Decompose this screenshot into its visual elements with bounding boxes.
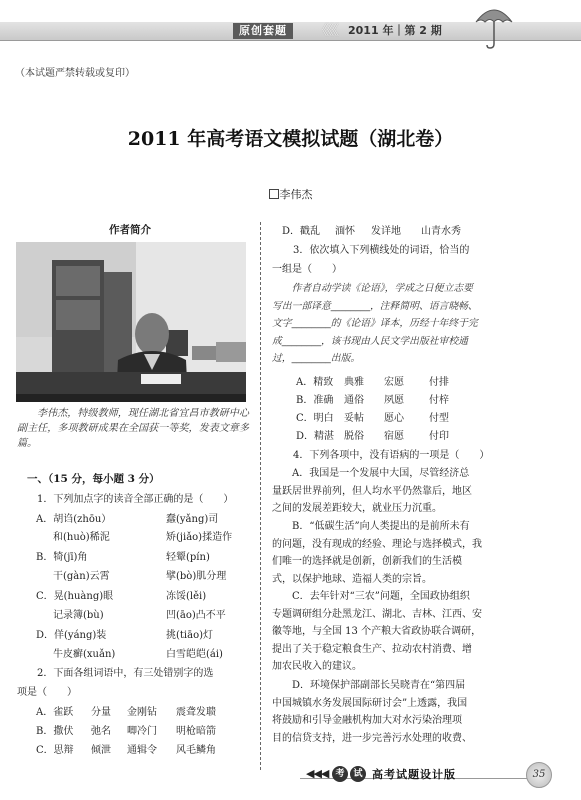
footer-badge: 试 <box>350 766 366 782</box>
q4-option-b <box>272 518 512 588</box>
question-2-stem: 2．下面各组词语中，有三处错别字的选 <box>37 668 214 679</box>
q1-option-c-4: 凹(āo)凸不平 <box>166 610 226 621</box>
page-number: 35 <box>526 762 552 788</box>
profile-heading: 作者简介 <box>109 224 151 236</box>
q1-option-d-3: 牛皮癣(xuǎn) <box>53 649 116 660</box>
q3-option-c-4: 付型 <box>429 413 449 424</box>
q3-option-b-2: 通俗 <box>344 395 364 406</box>
q4-option-d-line: 中国城镇水务发展国际研讨会”上透露，我国 <box>272 697 468 709</box>
copyright-notice: （本试题严禁转载或复印） <box>15 68 135 79</box>
q2-option-d-2: 湎怀 <box>335 226 355 237</box>
header-arrows-decor: 《《《 <box>315 23 337 39</box>
q3-option-c-1: C．明白 <box>296 413 334 424</box>
q2-option-b-1: B．撒伏 <box>36 726 74 737</box>
square-icon <box>269 189 279 199</box>
q3-option-c-3: 愿心 <box>384 413 404 424</box>
q1-option-d-1: D．佯(yáng)装 <box>36 630 107 641</box>
q4-option-c <box>272 588 512 676</box>
q3-option-d-2: 脱俗 <box>344 431 364 442</box>
section-heading: 一、（15 分，每小题 3 分） <box>27 473 160 485</box>
q4-option-b-line: B．“低碳生活”向人类提出的是前所未有 <box>292 521 470 532</box>
q1-option-a-4: 矫(jiǎo)揉造作 <box>166 532 233 543</box>
q4-option-c-line: C．去年针对“三农”问题，全国政协组织 <box>292 591 470 602</box>
q4-option-c-line: 提出了关于稳定粮食生产、拉动农村消费、增 <box>272 643 472 655</box>
q4-option-b-line: 式，以保护地球、造福人类的宗旨。 <box>272 573 432 585</box>
q4-option-a-line: 之间的发展差距较大，就业压力沉重。 <box>272 503 442 514</box>
q1-option-b-1: B．犄(jī)角 <box>36 552 88 563</box>
q3-passage-line: 文字________的《论语》译本，历经十年终于完 <box>272 318 478 329</box>
q3-option-b-4: 付梓 <box>429 395 449 406</box>
q4-option-d <box>272 677 512 747</box>
q2-option-a-1: A．雀跃 <box>36 707 74 718</box>
footer-arrows-icon: ◀◀◀ <box>306 767 329 780</box>
question-4-stem: 4．下列各项中，没有语病的一项是（ ） <box>293 450 490 461</box>
q2-option-b-4: 明枪暗箭 <box>176 726 216 737</box>
column-brand: 原创套题 <box>233 23 293 39</box>
q3-option-d-1: D．精湛 <box>296 431 335 442</box>
q4-option-c-line: 专题调研组分赴黑龙江、湖北、吉林、江西、安 <box>272 608 482 620</box>
footer-title: 高考试题设计版 <box>372 768 456 781</box>
question-3-stem: 3．依次填入下列横线处的词语，恰当的 <box>293 245 470 256</box>
q1-option-d-4: 白雪皑皑(ái) <box>166 649 223 660</box>
q1-option-a-2: 蠢(yǎng)司 <box>166 514 219 525</box>
q3-passage-line: 成________，该书现由人民文学出版社审校通 <box>272 335 468 347</box>
q3-option-d-3: 宿愿 <box>384 431 404 442</box>
q4-option-a-line: A．我国是一个发展中大国，尽管经济总 <box>292 468 470 479</box>
q4-option-a-line: 量跃居世界前列，但人均水平仍然靠后，地区 <box>272 485 472 497</box>
q1-option-c-3: 记录簿(bù) <box>53 610 104 621</box>
q4-option-d-line: 将鼓励和引导金融机构加大对水污染治理项 <box>272 715 462 726</box>
q3-option-b-1: B．准确 <box>296 395 334 406</box>
q1-option-c-1: C．晃(huàng)眼 <box>36 591 114 602</box>
umbrella-icon <box>474 4 514 50</box>
q3-passage-line: 写出一部译意________，注释简明、语言晓畅、 <box>272 300 478 312</box>
question-3-stem-cont: 一组是（ ） <box>272 264 342 275</box>
q4-option-d-line: D．环境保护部副部长吴晓青在“第四届 <box>292 680 466 691</box>
footer-badge: 考 <box>332 766 348 782</box>
q2-option-b-3: 唧冷门 <box>127 726 157 737</box>
author-bio: 李伟杰，特级教师，现任湖北省宜昌市教研中心副主任，多项教研成果在全国获一等奖，发表文章多篇。 <box>17 408 249 449</box>
q3-option-a-1: A．精致 <box>296 377 334 388</box>
q2-option-a-2: 分量 <box>91 707 111 718</box>
q3-option-a-4: 付排 <box>429 377 449 388</box>
q3-option-c-2: 妥帖 <box>344 413 364 424</box>
issue-label: 2011 年｜第 2 期 <box>348 24 442 37</box>
q2-option-a-4: 震聋发聩 <box>176 707 216 718</box>
q2-option-b-2: 弛名 <box>91 726 111 737</box>
author-photo <box>16 242 246 402</box>
q1-option-b-2: 轻颦(pín) <box>166 552 210 563</box>
q3-option-a-3: 宏愿 <box>384 377 404 388</box>
q4-option-c-line: 徽等地，与全国 13 个产粮大省政协联合调研， <box>272 626 482 637</box>
q4-option-b-line: 的问题，没有现成的经验、理论与选择模式，我 <box>272 538 482 550</box>
q4-option-b-line: 们唯一的选择就是创新，创新我们的生活模 <box>272 556 462 567</box>
q2-option-c-4: 风毛鳞角 <box>176 745 216 756</box>
q4-option-d-line: 目的信贷支持，进一步完善污水处理的收费、 <box>272 732 472 744</box>
q1-option-d-2: 挑(tiāo)灯 <box>166 630 214 641</box>
q3-option-b-3: 夙愿 <box>384 395 404 406</box>
question-1-stem: 1．下列加点字的读音全部正确的是（ ） <box>37 494 234 505</box>
q3-passage-line: 作者自动学读《论语》，学成之日便立志要 <box>291 283 473 294</box>
q3-passage <box>272 280 512 368</box>
q2-option-d-4: 山青水秀 <box>421 226 461 237</box>
q1-option-a-3: 和(huò)稀泥 <box>53 532 110 543</box>
q2-option-c-3: 通辑令 <box>127 745 157 756</box>
q3-option-d-4: 付印 <box>429 431 449 442</box>
author-name: 李伟杰 <box>279 188 313 201</box>
q2-option-c-2: 倾泄 <box>91 745 111 756</box>
column-divider <box>260 222 261 770</box>
q1-option-b-3: 干(gàn)云霄 <box>53 571 110 582</box>
q3-passage-line: 过，________出版。 <box>272 353 361 364</box>
q2-option-a-3: 金刚钻 <box>127 707 157 718</box>
q4-option-a <box>272 465 512 518</box>
author-line <box>0 186 581 202</box>
question-2-stem-cont: 项是（ ） <box>17 687 77 698</box>
paper-title: 2011 年高考语文模拟试题（湖北卷） <box>127 128 454 150</box>
q2-option-c-1: C．思辩 <box>36 745 74 756</box>
q1-option-c-2: 冻馁(lěi) <box>166 591 207 602</box>
q4-option-c-line: 加农民收入的建议。 <box>272 661 362 672</box>
q1-option-b-4: 擘(bò)肌分理 <box>166 571 227 582</box>
q2-option-d-1: D．戳乱 <box>282 226 321 237</box>
q1-option-a-1: A．胡诌(zhōu） <box>36 514 112 525</box>
q2-option-d-3: 发详地 <box>371 226 401 237</box>
q3-option-a-2: 典雅 <box>344 377 364 388</box>
